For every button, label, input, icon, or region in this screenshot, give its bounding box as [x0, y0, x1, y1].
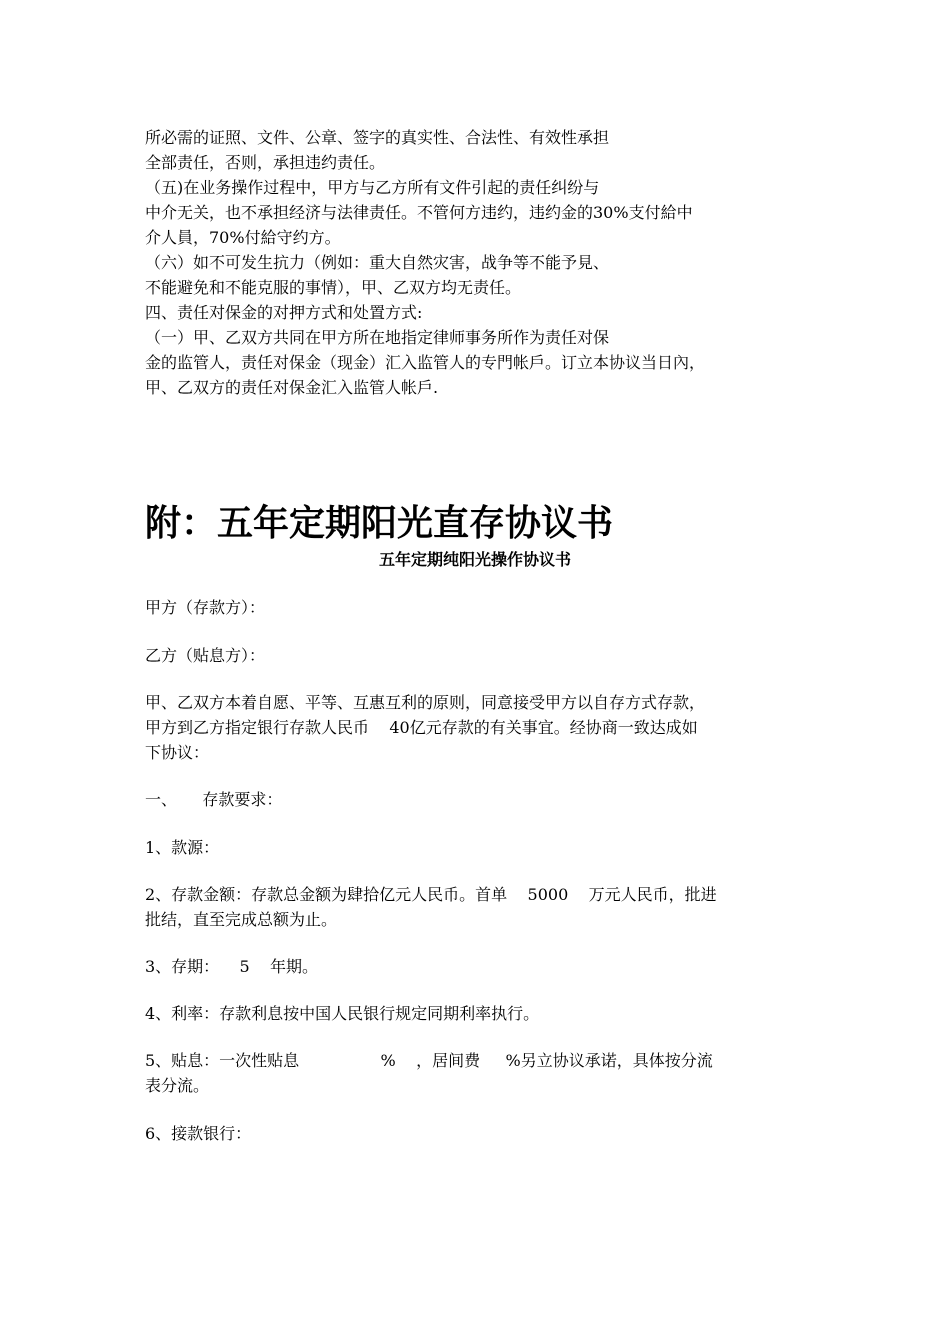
list-item: 4、利率：存款利息按中国人民银行规定同期利率执行。 [145, 1004, 540, 1023]
text-line: 全部责任，否则，承担违约责任。 [145, 153, 386, 172]
list-item: 3、存期： 5 年期。 [145, 957, 319, 976]
text-line: 介人員，70%付給守约方。 [145, 228, 341, 247]
intro-line: 下协议： [145, 743, 210, 762]
list-item-continued: 批结，直至完成总额为止。 [145, 910, 338, 929]
intro-line: 甲、乙双方本着自愿、平等、互惠互利的原则，同意接受甲方以自存方式存款， [145, 693, 706, 712]
section-heading: 一、 存款要求： [145, 790, 283, 809]
text-line: 所必需的证照、文件、公章、签字的真实性、合法性、有效性承担 [145, 128, 610, 147]
list-item: 1、款源： [145, 838, 220, 857]
agreement-title: 五年定期纯阳光操作协议书 [378, 550, 571, 569]
list-item: 6、接款银行： [145, 1124, 252, 1143]
text-line: 金的监管人，责任对保金（现金）汇入监管人的专門帐戶。订立本协议当日內， [145, 353, 706, 372]
text-line: （五)在业务操作过程中，甲方与乙方所有文件引起的责任纠纷与 [145, 178, 600, 197]
list-item: 2、存款金额：存款总金额为肆拾亿元人民币。首单 5000 万元人民币，批进 [145, 885, 717, 904]
intro-line: 甲方到乙方指定银行存款人民币 40亿元存款的有关事宜。经协商一致达成如 [145, 718, 698, 737]
list-item-continued: 表分流。 [145, 1076, 210, 1095]
text-line: 中介无关，也不承担经济与法律责任。不管何方违约，违约金的30%支付給中 [145, 203, 693, 222]
text-line: （一）甲、乙双方共同在甲方所在地指定律师事务所作为责任对保 [145, 328, 610, 347]
party-a-label: 甲方（存款方）： [145, 598, 266, 617]
text-line: 甲、乙双方的责任对保金汇入监管人帐戶. [145, 378, 439, 397]
party-b-label: 乙方（贴息方）： [145, 646, 266, 665]
appendix-title: 附：五年定期阳光直存协议书 [145, 503, 614, 544]
text-line: （六）如不可发生抗力（例如：重大自然灾害，战争等不能予見、 [145, 253, 610, 272]
text-line: 不能避免和不能克服的事情），甲、乙双方均无责任。 [145, 278, 522, 297]
list-item: 5、贴息：一次性贴息 % ，居间费 %另立协议承诺，具体按分流 [145, 1051, 713, 1070]
text-line: 四、责任对保金的对押方式和处置方式: [145, 303, 423, 322]
